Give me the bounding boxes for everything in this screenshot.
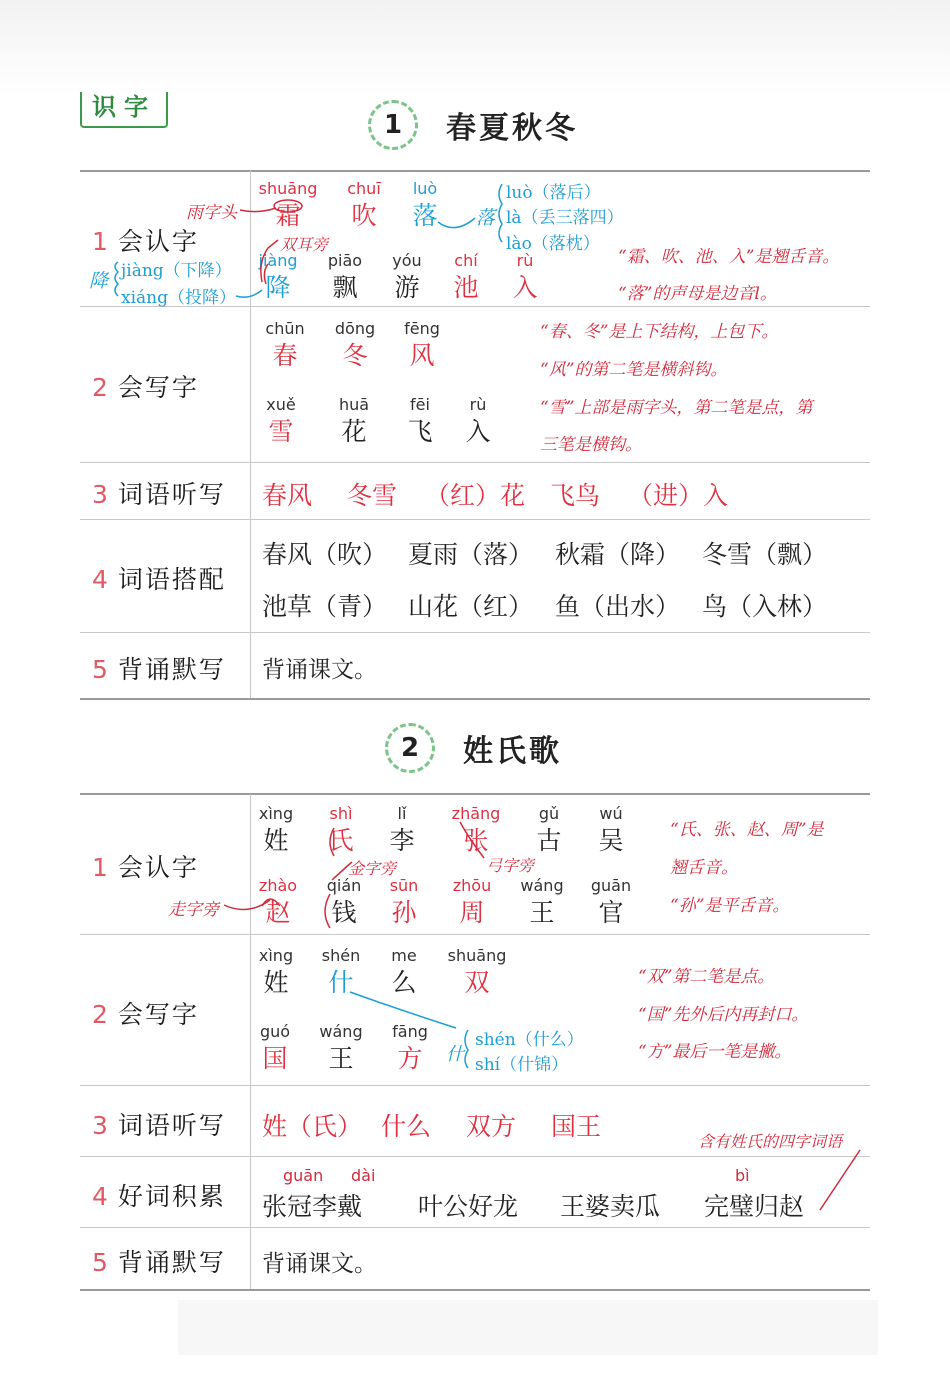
lesson1-row3-label: 3 词语听写 bbox=[92, 480, 226, 509]
lesson2-row3-label: 3 词语听写 bbox=[92, 1111, 226, 1140]
lesson2-row1-label: 1 会认字 bbox=[92, 853, 199, 882]
annotation: 弓字旁 bbox=[486, 856, 535, 875]
annotation: “孙”是平舌音。 bbox=[670, 896, 790, 916]
annotation: xiáng（投降） bbox=[121, 288, 236, 308]
brace-luo bbox=[499, 184, 502, 242]
lesson2-title: 姓氏歌 bbox=[463, 734, 562, 769]
annotation: 三笔是横钩。 bbox=[540, 435, 642, 455]
annotation: “春、冬”是上下结构，上包下。 bbox=[540, 322, 779, 342]
dictation-word: 冬雪 bbox=[347, 481, 398, 510]
char-cell: jiàng 降 bbox=[258, 251, 298, 302]
annotation: 落 bbox=[476, 207, 496, 229]
char-cell: shuāng 双 bbox=[447, 946, 507, 997]
collocation: 山花（红） bbox=[408, 592, 534, 621]
char-cell: xìng 姓 bbox=[258, 804, 294, 855]
annotation: shén（什么） bbox=[475, 1030, 584, 1050]
char-cell: wáng 王 bbox=[319, 1022, 363, 1073]
collocation: 冬雪（飘） bbox=[702, 540, 828, 569]
annotation: 什 bbox=[446, 1044, 464, 1065]
char-cell: xìng 姓 bbox=[258, 946, 294, 997]
dictation-word: 飞鸟 bbox=[550, 481, 601, 510]
char-cell: chūn 春 bbox=[265, 319, 305, 370]
annotation: luò（落后） bbox=[506, 183, 601, 203]
char-cell: chuī 吹 bbox=[347, 179, 381, 230]
annotation: “方”最后一笔是撇。 bbox=[638, 1042, 792, 1062]
idiom: 叶公好龙 bbox=[418, 1192, 519, 1221]
arc-qian bbox=[325, 894, 330, 928]
char-cell: piāo 飘 bbox=[327, 251, 363, 302]
idiom-pinyin: guān bbox=[283, 1166, 324, 1185]
annotation: 双耳旁 bbox=[280, 235, 329, 254]
annotation: “落”的声母是边音l。 bbox=[618, 284, 777, 304]
annotation: 雨字头 bbox=[186, 203, 237, 223]
annotation: “国”先外后内再封口。 bbox=[638, 1005, 809, 1025]
char-cell: fēng 风 bbox=[404, 319, 440, 370]
annotation: 翘舌音。 bbox=[670, 858, 738, 878]
annotation: shí（什锦） bbox=[475, 1055, 569, 1075]
category-badge: 识字 bbox=[80, 92, 168, 128]
char-cell: chí 池 bbox=[453, 251, 479, 302]
lesson1-row5-label: 5 背诵默写 bbox=[92, 655, 226, 684]
char-cell: lǐ 李 bbox=[389, 804, 415, 855]
dictation-word: （红）花 bbox=[425, 481, 526, 510]
arc-zhang bbox=[460, 822, 484, 858]
idiom: 张冠李戴 bbox=[262, 1192, 363, 1221]
char-cell: shì 氏 bbox=[328, 804, 354, 855]
collocation: 池草（青） bbox=[262, 592, 388, 621]
arrow-jiang bbox=[236, 290, 262, 297]
collocation: 春风（吹） bbox=[262, 540, 388, 569]
arrow-luo bbox=[438, 218, 475, 228]
collocation: 夏雨（落） bbox=[408, 540, 534, 569]
arrow-idiom bbox=[820, 1150, 860, 1210]
char-cell: luò 落 bbox=[412, 179, 438, 230]
char-cell: zhào 赵 bbox=[258, 876, 298, 927]
collocation: 秋霜（降） bbox=[555, 540, 681, 569]
arrow-yuzitou bbox=[240, 208, 276, 212]
idiom: 王婆卖瓜 bbox=[560, 1192, 661, 1221]
lesson1-title: 春夏秋冬 bbox=[446, 111, 578, 146]
lesson1-number: 1 bbox=[368, 100, 418, 150]
dictation-word: （进）入 bbox=[628, 481, 729, 510]
brace-shi bbox=[465, 1030, 468, 1068]
char-cell: xuě 雪 bbox=[266, 395, 296, 446]
arrow-jinzipang bbox=[332, 862, 352, 880]
char-cell: sūn 孙 bbox=[389, 876, 419, 927]
collocation: 鱼（出水） bbox=[555, 592, 681, 621]
annotation: jiàng（下降） bbox=[121, 261, 232, 281]
char-cell: yóu 游 bbox=[392, 251, 422, 302]
char-cell: qián 钱 bbox=[326, 876, 362, 927]
annotation: 走字旁 bbox=[168, 900, 219, 920]
dictation-word: 国王 bbox=[551, 1112, 602, 1141]
char-cell: shén 什 bbox=[321, 946, 361, 997]
char-cell: me 么 bbox=[391, 946, 417, 997]
lesson2-number: 2 bbox=[385, 723, 435, 773]
annotation: 降 bbox=[89, 270, 109, 292]
char-cell: fēi 飞 bbox=[407, 395, 433, 446]
char-cell: huā 花 bbox=[338, 395, 370, 446]
idiom-pinyin: bì bbox=[735, 1166, 750, 1185]
annotation: 含有姓氏的四字词语 bbox=[698, 1132, 843, 1151]
annotation: 金字旁 bbox=[348, 859, 397, 878]
brace-jiang bbox=[115, 262, 118, 296]
arc-shi bbox=[330, 828, 334, 856]
annotation: lào（落枕） bbox=[506, 234, 600, 254]
char-cell: wú 吴 bbox=[598, 804, 624, 855]
char-cell: shuāng 霜 bbox=[258, 179, 318, 230]
collocation: 鸟（入林） bbox=[702, 592, 828, 621]
recite-text: 背诵课文。 bbox=[262, 1251, 377, 1277]
annotation: “氏、张、赵、周”是 bbox=[670, 820, 824, 840]
char-cell: fāng 方 bbox=[392, 1022, 428, 1073]
char-cell: dōng 冬 bbox=[334, 319, 376, 370]
char-cell: zhāng 张 bbox=[451, 804, 501, 855]
annotation: “双”第二笔是点。 bbox=[638, 967, 775, 987]
dictation-word: 姓（氏） bbox=[262, 1112, 363, 1141]
char-cell: zhōu 周 bbox=[452, 876, 492, 927]
lesson2-row5-label: 5 背诵默写 bbox=[92, 1248, 226, 1277]
dictation-word: 什么 bbox=[381, 1112, 432, 1141]
lesson2-row4-label: 4 好词积累 bbox=[92, 1182, 226, 1211]
annotation: là（丢三落四） bbox=[506, 208, 624, 228]
char-cell: rù 入 bbox=[465, 395, 491, 446]
char-cell: rù 入 bbox=[512, 251, 538, 302]
char-cell: guó 国 bbox=[259, 1022, 291, 1073]
lesson1-row1-label: 1 会认字 bbox=[92, 227, 199, 256]
annotation: “雪”上部是雨字头，第二笔是点，第 bbox=[540, 398, 813, 418]
lesson1-row4-label: 4 词语搭配 bbox=[92, 565, 226, 594]
char-cell: guān 官 bbox=[590, 876, 632, 927]
annotation: “霜、吹、池、入”是翘舌音。 bbox=[618, 247, 840, 267]
arrow-shuangerpang bbox=[261, 240, 278, 282]
arrow-shen bbox=[350, 992, 456, 1028]
idiom-pinyin: dài bbox=[351, 1166, 376, 1185]
char-cell: wáng 王 bbox=[520, 876, 564, 927]
annotation: “风”的第二笔是横斜钩。 bbox=[540, 360, 728, 380]
lesson1-row2-label: 2 会写字 bbox=[92, 373, 199, 402]
dictation-word: 双方 bbox=[466, 1112, 517, 1141]
idiom: 完璧归赵 bbox=[704, 1192, 805, 1221]
lesson2-row2-label: 2 会写字 bbox=[92, 1000, 199, 1029]
char-cell: gǔ 古 bbox=[536, 804, 562, 855]
recite-text: 背诵课文。 bbox=[262, 657, 377, 683]
circle-shuang bbox=[274, 200, 302, 212]
dictation-word: 春风 bbox=[262, 481, 313, 510]
